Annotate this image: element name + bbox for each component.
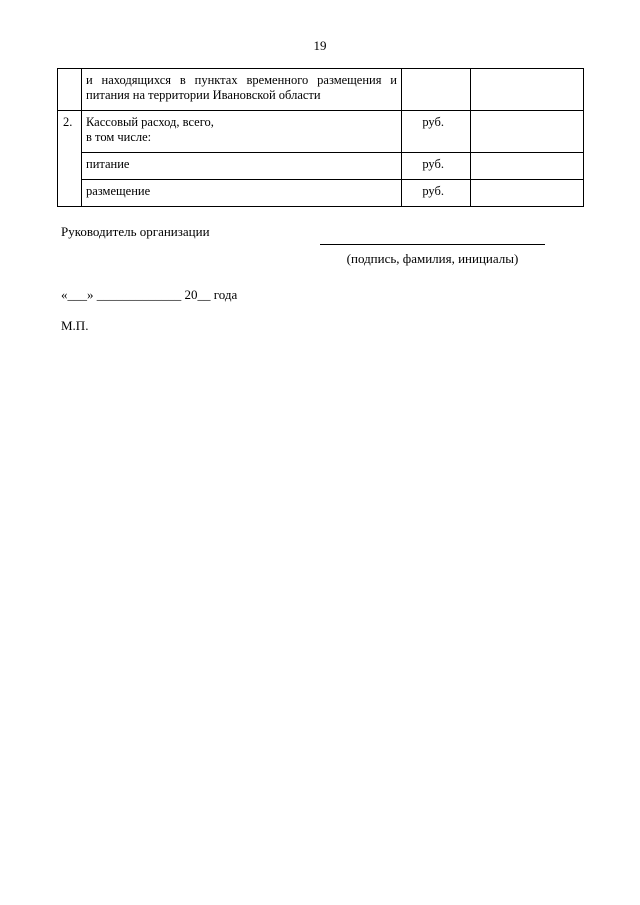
row-number-cell: 2.: [58, 111, 82, 153]
row-value-cell: [471, 180, 584, 207]
row-value-cell: [471, 69, 584, 111]
table-row: [58, 153, 584, 180]
row-description-cell: размещение: [82, 180, 402, 207]
row-value-cell: [471, 111, 584, 153]
row-number-cell: [58, 153, 82, 180]
row-unit-cell: руб.: [402, 180, 471, 207]
signature-line: [320, 244, 545, 245]
row-number-cell: [58, 180, 82, 207]
report-table: [57, 68, 584, 207]
row-unit-cell: руб.: [402, 153, 471, 180]
row-unit-cell: руб.: [402, 111, 471, 153]
row-description-main: Кассовый расход, всего,: [86, 115, 214, 129]
row-description-sub: в том числе:: [86, 130, 152, 144]
head-of-organization-label: Руководитель организации: [61, 224, 210, 239]
row-description-cell: и находящихся в пунктах временного размещения и питания на территории Ивановской области: [82, 69, 402, 111]
table-row: [58, 111, 584, 153]
page-number: 19: [313, 38, 327, 53]
table-row: [58, 180, 584, 207]
row-number-cell: [58, 69, 82, 111]
row-description-cell: питание: [82, 153, 402, 180]
signature-caption: (подпись, фамилия, инициалы): [346, 251, 519, 266]
stamp-place-label: М.П.: [61, 318, 89, 333]
row-unit-cell: [402, 69, 471, 111]
row-value-cell: [471, 153, 584, 180]
date-line: «___» _____________ 20__ года: [61, 287, 238, 302]
row-description-cell: [82, 111, 402, 153]
table-row: [58, 69, 584, 111]
